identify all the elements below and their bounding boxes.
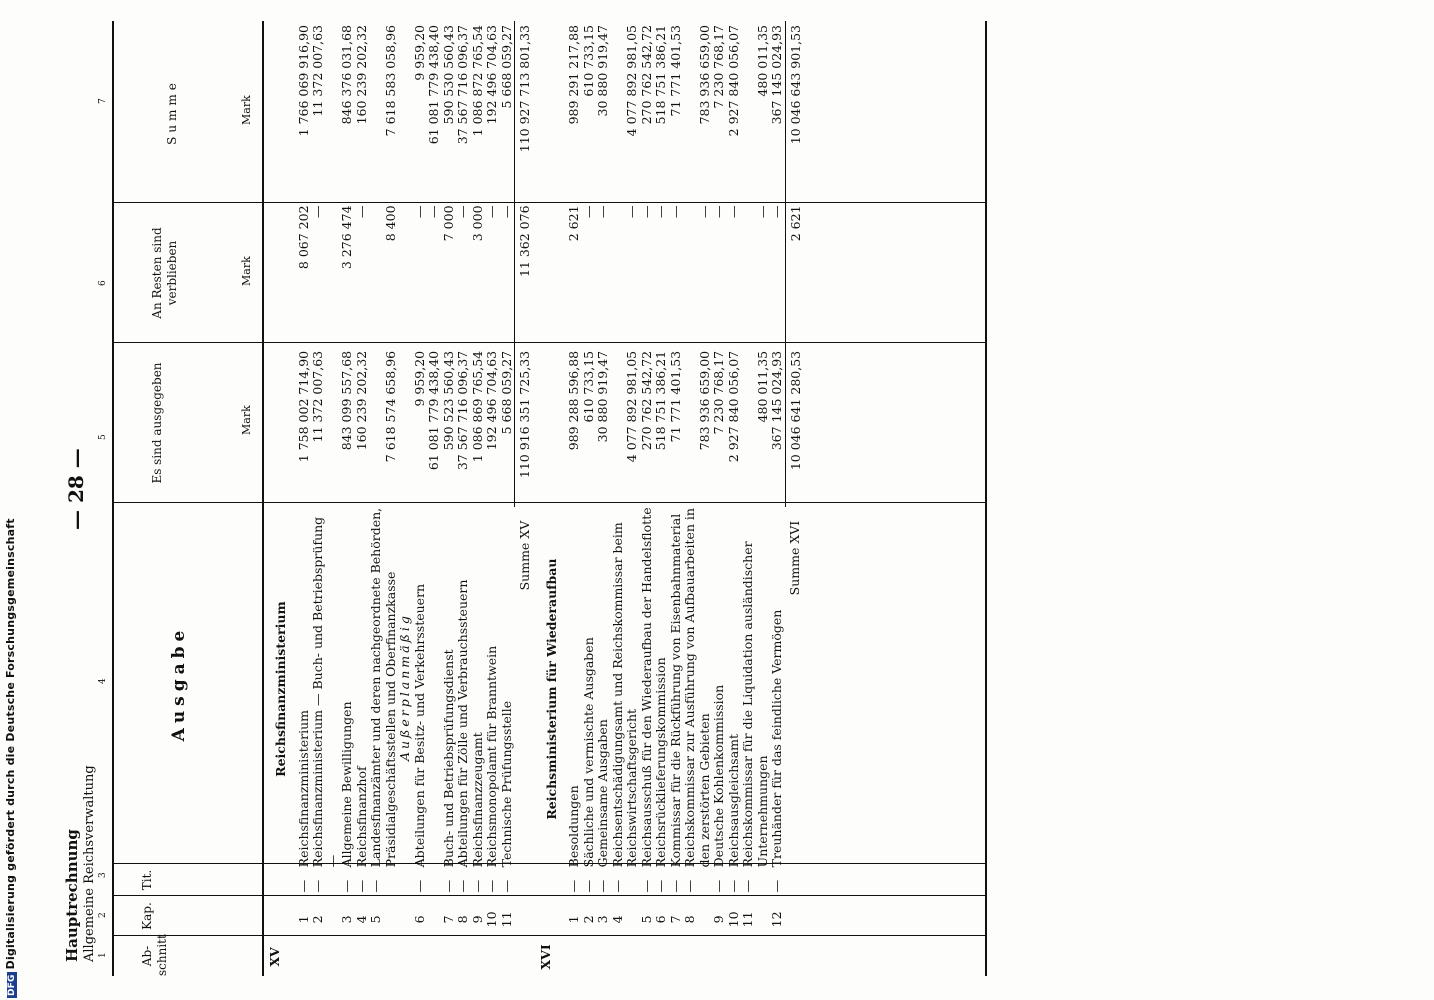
- sum-summe: 10 046 643 901,53: [785, 21, 809, 191]
- row-label: Sächliche und vermischte Ausgaben: [580, 637, 596, 868]
- reste-cell: —: [426, 205, 441, 218]
- table-row: [741, 21, 770, 976]
- ausgegeben-cell: 7 618 574 658,96: [382, 350, 398, 463]
- column-number: 6: [98, 280, 108, 286]
- unit-label-ausgegeben: Mark: [240, 405, 253, 435]
- ledger-table: [268, 21, 809, 976]
- column-number: 7: [98, 98, 108, 104]
- kap-cell: 10: [484, 911, 499, 928]
- table-row: [355, 21, 370, 976]
- ausgegeben-cell: 518 751 386,21: [653, 350, 668, 451]
- ausgegeben-cell: 71 771 401,53: [667, 350, 683, 443]
- subheading-row: [398, 21, 413, 976]
- table-row: [683, 21, 712, 976]
- table-top-rule: [112, 21, 114, 976]
- reste-cell: —: [696, 205, 712, 218]
- table-row: [640, 21, 655, 976]
- kap-cell: 11: [498, 911, 514, 928]
- row-label: Gemeinsame Ausgaben: [595, 719, 610, 868]
- reste-cell: —: [595, 205, 610, 218]
- ausgegeben-cell: 61 081 779 438,40: [426, 350, 441, 471]
- table-row: [311, 21, 340, 976]
- tit-cell: —: [638, 879, 654, 893]
- table-row: [596, 21, 611, 976]
- ausgegeben-cell: 2 927 840 056,07: [725, 350, 741, 463]
- kap-cell: 3: [339, 915, 354, 924]
- kap-cell: 7: [440, 915, 456, 924]
- tit-cell: —: [411, 879, 427, 893]
- tit-cell: —: [566, 879, 581, 893]
- tit-cell: —: [711, 879, 726, 893]
- page-number: — 28 —: [64, 448, 88, 530]
- row-label: Treuhänder für das feindliche Vermögen: [769, 609, 784, 868]
- tit-cell: —: [498, 879, 514, 893]
- reste-cell: —: [769, 205, 784, 218]
- summe-cell: 7 618 583 058,96: [382, 25, 398, 137]
- ausgegeben-cell: 1 086 869 765,54: [469, 350, 485, 463]
- sum-label: Summe XVI: [787, 520, 802, 596]
- reste-cell: —: [653, 205, 668, 218]
- row-label: Reichsfinanzzeugamt: [469, 732, 485, 868]
- row-label: Technische Prüfungsstelle: [498, 700, 514, 868]
- kap-cell: 3: [595, 915, 610, 924]
- table-row: [427, 21, 442, 976]
- reste-cell: —: [498, 205, 514, 218]
- reste-cell: 8 067 202: [295, 205, 311, 270]
- summe-cell: 989 291 217,88: [566, 25, 581, 125]
- tit-cell: —: [484, 879, 499, 893]
- ausgegeben-cell: 11 372 007,63: [310, 350, 325, 443]
- sum-summe: 110 927 713 801,33: [515, 21, 539, 191]
- column-number: 4: [98, 678, 108, 684]
- reste-cell: 7 000: [440, 205, 456, 242]
- ledger-body: [268, 21, 809, 976]
- kap-cell: 8: [455, 915, 470, 924]
- dfg-logo: DFG: [7, 974, 17, 996]
- tit-cell: —: [469, 879, 485, 893]
- table-row: [413, 21, 428, 976]
- tit-cell: —: [339, 879, 354, 893]
- reste-cell: —: [455, 205, 470, 218]
- row-label: Besoldungen: [566, 785, 581, 868]
- section-heading-row: [539, 21, 568, 976]
- summe-cell: 71 771 401,53: [667, 25, 683, 117]
- column-number: 5: [98, 434, 108, 440]
- tit-cell: —: [653, 879, 668, 893]
- reste-cell: —: [624, 205, 639, 218]
- table-row: [500, 21, 515, 976]
- ausgegeben-cell: 37 567 716 096,37: [455, 350, 470, 471]
- row-label: Reichsfinanzhof: [353, 766, 369, 868]
- summe-cell: 2 927 840 056,07: [725, 25, 741, 137]
- header-summe: Summe: [165, 79, 179, 145]
- ausgegeben-cell: 783 936 659,00: [696, 350, 712, 451]
- kap-cell: 12: [769, 911, 784, 928]
- ausgegeben-cell: 1 758 002 714,90: [295, 350, 311, 463]
- summe-cell: 1 086 872 765,54: [469, 25, 485, 137]
- summe-cell: 160 239 202,32: [353, 25, 369, 125]
- row-label: Reichsfinanzministerium: [295, 709, 311, 868]
- table-row: [611, 21, 640, 976]
- tit-cell: —: [368, 879, 383, 893]
- table-row: [442, 21, 457, 976]
- kap-cell: 1: [566, 915, 581, 924]
- sum-ausgegeben: 110 916 351 725,33: [515, 337, 539, 507]
- header-abschnitt: Ab-schnitt: [140, 934, 169, 976]
- header-subtitle: Allgemeine Reichsverwaltung: [82, 765, 97, 962]
- table-row: [369, 21, 398, 976]
- row-label: Reichsfinanzministerium — Buch- und Betriebsprüfung —: [310, 516, 340, 868]
- unit-label-reste: Mark: [240, 256, 253, 286]
- row-label: Reichsentschädigungsamt und Reichskommissar beim Reichswirtschaftsgericht: [609, 522, 639, 868]
- row-label: Allgemeine Bewilligungen: [339, 701, 354, 868]
- table-row: [567, 21, 582, 976]
- reste-cell: 3 000: [469, 205, 485, 242]
- table-row: [340, 21, 355, 976]
- reste-cell: —: [754, 205, 770, 218]
- ausgegeben-cell: 30 880 919,47: [595, 350, 610, 443]
- summe-cell: 367 145 024,93: [769, 25, 784, 125]
- tit-cell: —: [769, 879, 784, 893]
- table-row: [297, 21, 312, 976]
- header-tit: Tit.: [140, 869, 154, 891]
- table-row: [654, 21, 669, 976]
- reste-cell: —: [411, 205, 427, 218]
- summe-cell: 4 077 892 981,05: [624, 25, 639, 137]
- row-label: Buch- und Betriebsprüfungsdienst: [440, 649, 456, 868]
- sum-reste: 2 621: [785, 191, 809, 336]
- kap-cell: 9: [469, 915, 485, 924]
- ausgegeben-cell: 610 733,15: [580, 350, 596, 423]
- column-number: 3: [98, 872, 108, 878]
- header-ausgegeben: Es sind ausgegeben: [150, 362, 164, 484]
- digitization-credit: [4, 518, 17, 998]
- column-number: 2: [98, 912, 108, 918]
- summe-cell: 1 766 069 916,90: [295, 25, 311, 137]
- tit-cell: —: [725, 879, 741, 893]
- reste-cell: —: [484, 205, 499, 218]
- ausgegeben-cell: 480 011,35: [754, 350, 770, 423]
- summe-cell: 30 880 919,47: [595, 25, 610, 117]
- table-row: [727, 21, 742, 976]
- subheading: Außerplanmäßig: [397, 613, 412, 762]
- header-ausgabe: Ausgabe: [169, 625, 189, 742]
- kap-cell: 4: [609, 915, 625, 924]
- ausgegeben-cell: 192 496 704,63: [484, 350, 499, 451]
- summe-cell: 11 372 007,63: [310, 25, 325, 117]
- reste-cell: —: [310, 205, 325, 218]
- tit-cell: —: [455, 879, 470, 893]
- row-label: Reichsmonopolamt für Branntwein: [484, 645, 499, 868]
- row-label: Reichsausschuß für den Wiederaufbau der Handelsflotte: [638, 507, 654, 868]
- kap-cell: 2: [580, 915, 596, 924]
- reste-cell: —: [353, 205, 369, 218]
- column-number-row: [98, 16, 112, 976]
- ausgegeben-cell: 9 959,20: [411, 350, 427, 407]
- header-reste: An Resten sind verblieben: [150, 227, 179, 319]
- header-kap: Kap.: [140, 902, 154, 930]
- reste-cell: —: [580, 205, 596, 218]
- row-label: Abteilungen für Besitz- und Verkehrssteuern: [411, 583, 427, 868]
- sum-row: [515, 21, 539, 976]
- summe-cell: 783 936 659,00: [696, 25, 712, 125]
- section-heading: Reichsministerium für Wiederaufbau: [543, 558, 559, 820]
- table-bottom-rule: [985, 21, 987, 976]
- kap-cell: 11: [740, 911, 755, 928]
- tit-cell: —: [580, 879, 596, 893]
- summe-cell: 192 496 704,63: [484, 25, 499, 125]
- summe-cell: 590 530 560,43: [440, 25, 456, 125]
- page-header: [64, 765, 98, 962]
- ausgegeben-cell: 160 239 202,32: [353, 350, 369, 451]
- reste-cell: —: [711, 205, 726, 218]
- summe-cell: 37 567 716 096,37: [455, 25, 470, 145]
- summe-cell: 480 011,35: [754, 25, 770, 97]
- section-abschnitt: XV: [267, 947, 282, 967]
- tit-cell: —: [440, 879, 456, 893]
- kap-cell: 7: [667, 915, 683, 924]
- reste-cell: —: [638, 205, 654, 218]
- ausgegeben-cell: 4 077 892 981,05: [624, 350, 639, 463]
- kap-cell: 6: [653, 915, 668, 924]
- table-row: [669, 21, 684, 976]
- table-row: [456, 21, 471, 976]
- kap-cell: 10: [725, 911, 741, 928]
- table-row: [471, 21, 486, 976]
- reste-cell: —: [725, 205, 741, 218]
- table-row: [485, 21, 500, 976]
- kap-cell: 4: [353, 915, 369, 924]
- table-row: [770, 21, 785, 976]
- summe-cell: 610 733,15: [580, 25, 596, 97]
- row-label: Reichsrücklieferungskommission: [653, 657, 668, 868]
- column-number: 1: [98, 952, 108, 958]
- row-label: Abteilungen für Zölle und Verbrauchssteuern: [455, 579, 470, 868]
- section-heading: Reichsfinanzministerium: [273, 601, 288, 777]
- summe-cell: 518 751 386,21: [653, 25, 668, 125]
- tit-cell: —: [609, 879, 625, 893]
- summe-cell: 61 081 779 438,40: [426, 25, 441, 145]
- sum-row: [785, 21, 809, 976]
- row-label: Kommissar für die Rückführung von Eisenbahnmaterial: [667, 513, 683, 868]
- reste-cell: 8 400: [382, 205, 398, 242]
- ausgegeben-cell: 270 762 542,72: [638, 350, 654, 451]
- ausgegeben-cell: 5 668 059,27: [498, 350, 514, 435]
- sum-ausgegeben: 10 046 641 280,53: [785, 337, 809, 507]
- table-row: [582, 21, 597, 976]
- summe-cell: 7 230 768,17: [711, 25, 726, 109]
- header-bottom-rule: [262, 21, 264, 976]
- ausgegeben-cell: 367 145 024,93: [769, 350, 784, 451]
- row-label: Reichskommissar für die Liquidation ausländischer Unternehmungen: [740, 541, 770, 868]
- ausgegeben-cell: 590 523 560,43: [440, 350, 456, 451]
- unit-label-summe: Mark: [240, 95, 253, 125]
- kap-cell: 2: [310, 915, 325, 924]
- tit-cell: —: [310, 879, 325, 893]
- kap-cell: 1: [295, 915, 311, 924]
- kap-cell: 8: [682, 915, 697, 924]
- row-label: Deutsche Kohlenkommission: [711, 684, 726, 868]
- tit-cell: —: [595, 879, 610, 893]
- sum-reste: 11 362 076: [515, 191, 539, 336]
- row-label: Reichsausgleichsamt: [725, 733, 741, 868]
- reste-cell: 3 276 474: [339, 205, 354, 270]
- summe-cell: 5 668 059,27: [498, 25, 514, 109]
- ausgegeben-cell: 7 230 768,17: [711, 350, 726, 435]
- tit-cell: —: [682, 879, 697, 893]
- reste-cell: —: [667, 205, 683, 218]
- tit-cell: —: [667, 879, 683, 893]
- kap-cell: 6: [411, 915, 427, 924]
- table-row: [712, 21, 727, 976]
- summe-cell: 9 959,20: [411, 25, 427, 81]
- tit-cell: —: [740, 879, 755, 893]
- section-abschnitt: XVI: [537, 944, 553, 970]
- kap-cell: 5: [638, 915, 654, 924]
- ausgegeben-cell: 989 288 596,88: [566, 350, 581, 451]
- summe-cell: 846 376 031,68: [339, 25, 354, 125]
- section-heading-row: [268, 21, 297, 976]
- digitization-credit-text: Digitalisierung gefördert durch die Deutsche Forschungsgemeinschaft: [4, 518, 17, 970]
- tit-cell: —: [295, 879, 311, 893]
- summe-cell: 270 762 542,72: [638, 25, 654, 125]
- row-label: Reichskommissar zur Ausführung von Aufbauarbeiten in den zerstörten Gebieten: [682, 508, 712, 868]
- sum-label: Summe XV: [516, 520, 532, 591]
- reste-cell: 2 621: [566, 205, 581, 242]
- kap-cell: 9: [711, 915, 726, 924]
- kap-cell: 5: [368, 915, 383, 924]
- ausgegeben-cell: 843 099 557,68: [339, 350, 354, 451]
- tit-cell: —: [353, 879, 369, 893]
- header-title: Hauptrechnung: [63, 829, 81, 962]
- row-label: Landesfinanzämter und deren nachgeordnete Behörden, Präsidialgeschäftsstellen und Oberfinanzkasse: [368, 507, 398, 868]
